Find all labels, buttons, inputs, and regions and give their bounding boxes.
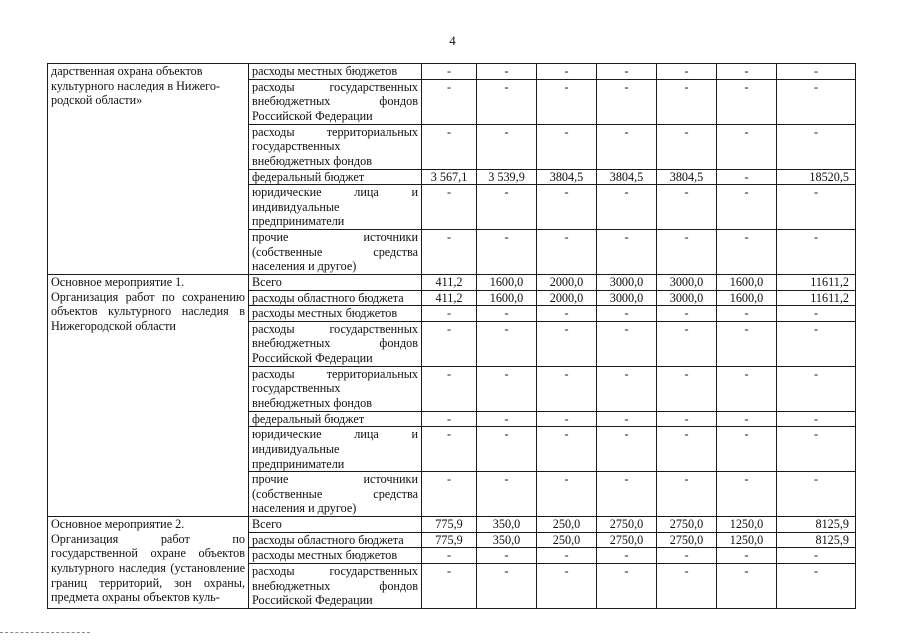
value-cell: - — [422, 366, 477, 411]
value-cell: - — [657, 563, 717, 608]
source-cell: расходы областного бюджета — [249, 290, 422, 306]
value-cell: 2750,0 — [657, 532, 717, 548]
value-cell: 1600,0 — [477, 290, 537, 306]
value-cell: - — [477, 472, 537, 517]
source-cell: юридические лица и индивидуальные предприниматели — [249, 185, 422, 230]
table-row — [48, 64, 856, 80]
value-cell: 411,2 — [422, 290, 477, 306]
value-cell: - — [597, 321, 657, 366]
value-cell: - — [717, 411, 777, 427]
value-cell: - — [597, 124, 657, 169]
value-cell: - — [777, 366, 856, 411]
value-cell: - — [537, 185, 597, 230]
value-cell: - — [422, 79, 477, 124]
event-text: Основное мероприятие 2. — [51, 517, 185, 532]
value-cell: - — [597, 79, 657, 124]
value-cell: - — [777, 472, 856, 517]
event-cell — [48, 517, 249, 609]
value-cell: - — [777, 411, 856, 427]
value-cell: - — [537, 124, 597, 169]
source-cell: юридические лица и индивидуальные предприниматели — [249, 427, 422, 472]
value-cell: 3804,5 — [537, 169, 597, 185]
value-cell: 11611,2 — [777, 274, 856, 290]
value-cell: - — [477, 366, 537, 411]
value-cell: - — [537, 427, 597, 472]
value-cell: - — [477, 124, 537, 169]
value-cell: - — [717, 321, 777, 366]
value-cell: - — [477, 548, 537, 564]
value-cell: - — [777, 185, 856, 230]
value-cell: - — [717, 185, 777, 230]
value-cell: - — [477, 185, 537, 230]
source-cell: расходы государственных внебюджетных фондов Российской Федерации — [249, 79, 422, 124]
source-cell: расходы территориальных государственных внебюджетных фондов — [249, 366, 422, 411]
value-cell: - — [477, 64, 537, 80]
value-cell: - — [422, 124, 477, 169]
value-cell: - — [477, 79, 537, 124]
value-cell: - — [477, 306, 537, 322]
value-cell: - — [657, 79, 717, 124]
value-cell: - — [597, 64, 657, 80]
value-cell: - — [657, 124, 717, 169]
value-cell: - — [657, 185, 717, 230]
value-cell: - — [777, 64, 856, 80]
table-row — [48, 517, 856, 533]
value-cell: - — [657, 411, 717, 427]
scan-mark — [0, 632, 90, 633]
source-cell: расходы местных бюджетов — [249, 548, 422, 564]
source-cell: федеральный бюджет — [249, 169, 422, 185]
source-cell: расходы областного бюджета — [249, 532, 422, 548]
value-cell: 3000,0 — [597, 290, 657, 306]
value-cell: - — [537, 411, 597, 427]
value-cell: 3000,0 — [657, 290, 717, 306]
value-cell: - — [717, 306, 777, 322]
value-cell: - — [657, 366, 717, 411]
value-cell: - — [777, 563, 856, 608]
value-cell: - — [657, 548, 717, 564]
event-cell — [48, 64, 249, 275]
value-cell: - — [657, 427, 717, 472]
value-cell: - — [537, 366, 597, 411]
value-cell: - — [422, 185, 477, 230]
source-cell: расходы территориальных государственных внебюджетных фондов — [249, 124, 422, 169]
value-cell: - — [717, 229, 777, 274]
value-cell: 2750,0 — [597, 532, 657, 548]
value-cell: - — [422, 64, 477, 80]
value-cell: - — [597, 472, 657, 517]
value-cell: - — [537, 79, 597, 124]
value-cell: - — [597, 229, 657, 274]
value-cell: 250,0 — [537, 517, 597, 533]
value-cell: - — [717, 79, 777, 124]
value-cell: - — [597, 411, 657, 427]
value-cell: 350,0 — [477, 532, 537, 548]
source-cell: расходы государственных внебюджетных фондов Российской Федерации — [249, 563, 422, 608]
value-cell: - — [777, 79, 856, 124]
event-cell — [48, 274, 249, 516]
value-cell: - — [597, 548, 657, 564]
value-cell: - — [537, 563, 597, 608]
value-cell: - — [422, 321, 477, 366]
value-cell: - — [422, 411, 477, 427]
value-cell: - — [537, 548, 597, 564]
value-cell: - — [537, 306, 597, 322]
event-text: Организация работ по сохранению объектов культурного наследия в Нижегородской области — [51, 289, 245, 333]
value-cell: 3804,5 — [597, 169, 657, 185]
value-cell: - — [717, 427, 777, 472]
value-cell: - — [422, 548, 477, 564]
value-cell: 1600,0 — [717, 290, 777, 306]
table-row — [48, 274, 856, 290]
value-cell: - — [777, 427, 856, 472]
source-cell: расходы местных бюджетов — [249, 64, 422, 80]
event-text: Основное мероприятие 1. — [51, 274, 185, 289]
value-cell: 18520,5 — [777, 169, 856, 185]
source-cell: прочие источники (собственные средства населения и другое) — [249, 472, 422, 517]
value-cell: 3000,0 — [657, 274, 717, 290]
value-cell: 1250,0 — [717, 532, 777, 548]
value-cell: - — [777, 124, 856, 169]
value-cell: 8125,9 — [777, 532, 856, 548]
value-cell: - — [422, 427, 477, 472]
value-cell: - — [422, 306, 477, 322]
value-cell: 3 539,9 — [477, 169, 537, 185]
value-cell: 1600,0 — [717, 274, 777, 290]
value-cell: - — [537, 64, 597, 80]
value-cell: 3804,5 — [657, 169, 717, 185]
value-cell: - — [777, 229, 856, 274]
source-cell: федеральный бюджет — [249, 411, 422, 427]
value-cell: 3000,0 — [597, 274, 657, 290]
value-cell: 775,9 — [422, 517, 477, 533]
value-cell: - — [597, 306, 657, 322]
value-cell: - — [477, 229, 537, 274]
value-cell: 1600,0 — [477, 274, 537, 290]
value-cell: 8125,9 — [777, 517, 856, 533]
value-cell: - — [477, 427, 537, 472]
value-cell: - — [777, 548, 856, 564]
source-cell: прочие источники (собственные средства населения и другое) — [249, 229, 422, 274]
source-cell: расходы местных бюджетов — [249, 306, 422, 322]
value-cell: - — [537, 321, 597, 366]
event-text: Организация работ по государственной охране объектов культурного наследия (установление границ территорий, зон охраны, предмета охраны объектов куль- — [51, 531, 245, 605]
event-text: родской области» — [51, 93, 143, 108]
funding-table-body — [48, 64, 856, 609]
value-cell: 411,2 — [422, 274, 477, 290]
value-cell: - — [717, 366, 777, 411]
funding-table — [47, 63, 856, 609]
value-cell: - — [657, 64, 717, 80]
value-cell: - — [537, 472, 597, 517]
value-cell: - — [422, 229, 477, 274]
value-cell: - — [777, 306, 856, 322]
source-cell: расходы государственных внебюджетных фондов Российской Федерации — [249, 321, 422, 366]
value-cell: 1250,0 — [717, 517, 777, 533]
value-cell: - — [597, 366, 657, 411]
value-cell: - — [777, 321, 856, 366]
value-cell: - — [657, 472, 717, 517]
value-cell: 2000,0 — [537, 274, 597, 290]
value-cell: 2750,0 — [657, 517, 717, 533]
value-cell: - — [477, 411, 537, 427]
value-cell: - — [657, 229, 717, 274]
value-cell: 2750,0 — [597, 517, 657, 533]
value-cell: - — [477, 563, 537, 608]
value-cell: 775,9 — [422, 532, 477, 548]
page-number: 4 — [449, 33, 456, 48]
event-text: дарственная охрана объектов — [51, 64, 203, 78]
value-cell: - — [422, 563, 477, 608]
value-cell: 11611,2 — [777, 290, 856, 306]
value-cell: - — [597, 563, 657, 608]
event-text: культурного наследия в Нижего- — [51, 78, 220, 93]
source-cell: Всего — [249, 517, 422, 533]
value-cell: - — [717, 124, 777, 169]
value-cell: - — [657, 306, 717, 322]
value-cell: 2000,0 — [537, 290, 597, 306]
value-cell: 250,0 — [537, 532, 597, 548]
value-cell: - — [717, 548, 777, 564]
value-cell: - — [422, 472, 477, 517]
value-cell: - — [717, 64, 777, 80]
value-cell: 350,0 — [477, 517, 537, 533]
value-cell: - — [597, 427, 657, 472]
value-cell: - — [597, 185, 657, 230]
source-cell: Всего — [249, 274, 422, 290]
value-cell: - — [477, 321, 537, 366]
value-cell: - — [537, 229, 597, 274]
value-cell: 3 567,1 — [422, 169, 477, 185]
value-cell: - — [717, 472, 777, 517]
value-cell: - — [657, 321, 717, 366]
value-cell: - — [717, 169, 777, 185]
value-cell: - — [717, 563, 777, 608]
